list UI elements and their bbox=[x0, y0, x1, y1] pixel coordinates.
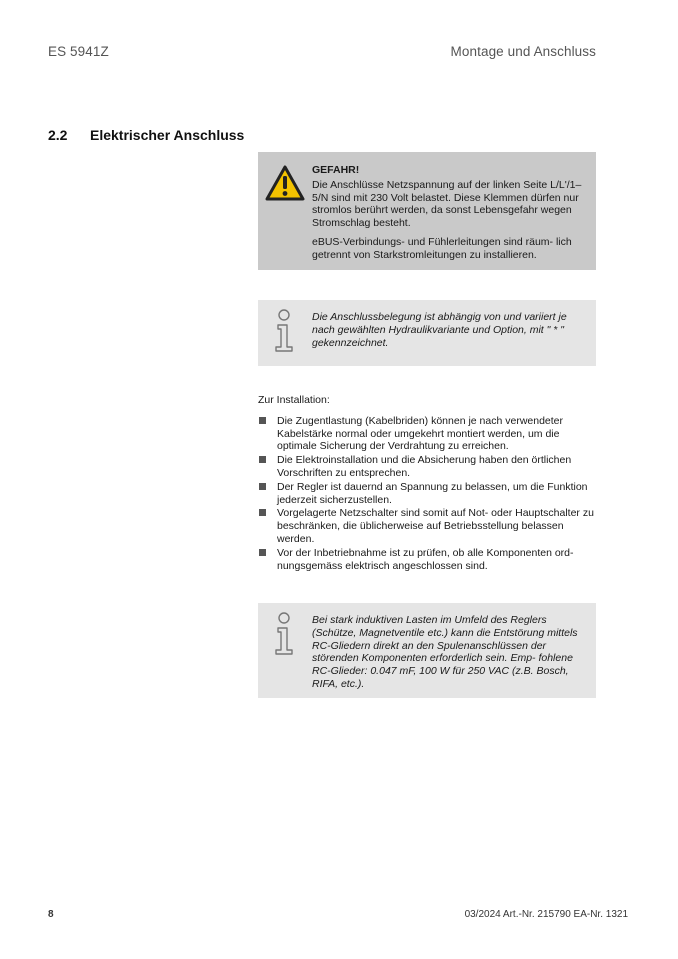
bullet-square-icon bbox=[259, 483, 266, 490]
list-item: Die Zugentlastung (Kabelbriden) können je nach verwendeter Kabelstärke normal oder umgekehrt montiert werden, um die optimale Sicherung der Verdrahtung zu erreichen. bbox=[258, 415, 600, 453]
info-note-text: Bei stark induktiven Lasten im Umfeld des Reglers (Schütze, Magnetventile etc.) kann die Entstörung mittels RC-Gliedern direkt an den Spulenanschlüssen der störenden Komponenten erforderlich sein. Emp- fohlene RC-Glieder: 0.047 mF, 100 W für 250 VAC (z.B. Bosch, RIFA, etc.). bbox=[312, 614, 578, 690]
document-code: ES 5941Z bbox=[48, 44, 109, 59]
bullet-square-icon bbox=[259, 549, 266, 556]
warning-text bbox=[312, 164, 588, 262]
bullet-square-icon bbox=[259, 417, 266, 424]
danger-warning-box bbox=[258, 152, 596, 270]
section-heading bbox=[48, 127, 244, 143]
warning-triangle-icon bbox=[264, 164, 306, 202]
installation-section bbox=[258, 394, 600, 573]
warning-paragraph-2: eBUS-Verbindungs- und Fühlerleitungen sind räum- lich getrennt von Starkstromleitungen zu installieren. bbox=[312, 235, 572, 261]
list-item: Der Regler ist dauernd an Spannung zu belassen, um die Funktion jederzeit sicherzustellen. bbox=[258, 481, 600, 507]
list-item: Die Elektroinstallation und die Absicherung haben den örtlichen Vorschriften zu entsprechen. bbox=[258, 454, 600, 480]
section-title: Elektrischer Anschluss bbox=[90, 127, 245, 143]
info-note-box-rc bbox=[258, 603, 596, 698]
list-item: Vor der Inbetriebnahme ist zu prüfen, ob alle Komponenten ord- nungsgemäss elektrisch angeschlossen sind. bbox=[258, 547, 600, 573]
info-icon bbox=[272, 309, 296, 353]
info-note-box bbox=[258, 300, 596, 366]
list-item: Vorgelagerte Netzschalter sind somit auf Not- oder Hauptschalter zu beschränken, die üblicherweise auf Betriebsstellung belassen werden. bbox=[258, 507, 600, 545]
installation-list bbox=[258, 415, 600, 573]
warning-title: GEFAHR! bbox=[312, 164, 360, 176]
bullet-square-icon bbox=[259, 456, 266, 463]
page-number: 8 bbox=[48, 909, 54, 920]
section-number: 2.2 bbox=[48, 127, 68, 143]
info-note-text: Die Anschlussbelegung ist abhängig von und variiert je nach gewählten Hydraulikvariante und Option, mit " * " gekennzeichnet. bbox=[312, 311, 567, 349]
installation-heading: Zur Installation: bbox=[258, 394, 330, 406]
warning-paragraph-1: Die Anschlüsse Netzspannung auf der linken Seite L/L'/1–5/N sind mit 230 Volt belastet. Diese Klemmen dürfen nur stromlos berührt werden, da sonst Lebensgefahr wegen Stromschlag besteht. bbox=[312, 178, 582, 230]
bullet-square-icon bbox=[259, 509, 266, 516]
footer-meta: 03/2024 Art.-Nr. 215790 EA-Nr. 1321 bbox=[464, 909, 628, 920]
info-icon bbox=[272, 612, 296, 656]
chapter-title: Montage und Anschluss bbox=[450, 44, 596, 59]
